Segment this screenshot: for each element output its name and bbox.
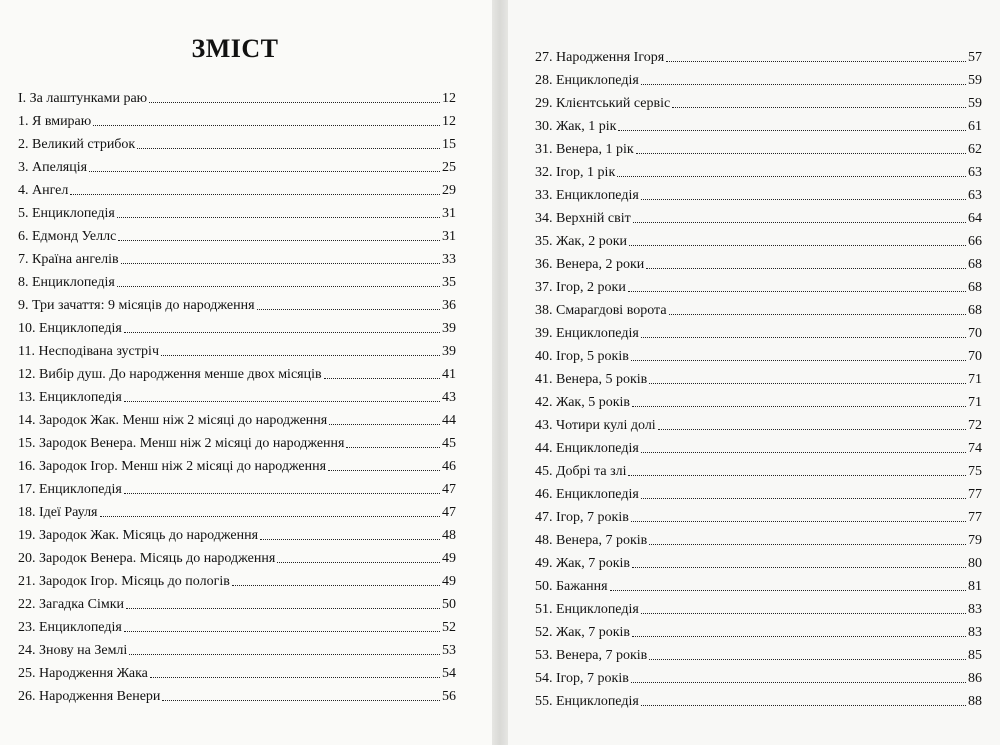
toc-entry-page-number: 43 <box>442 390 456 405</box>
toc-entry <box>535 388 982 411</box>
toc-entry-page-number: 52 <box>442 620 456 635</box>
toc-entry-page-number: 35 <box>442 275 456 290</box>
toc-entry-page-number: 59 <box>968 73 982 88</box>
toc-entry-title: 10. Енциклопедія <box>18 321 122 336</box>
toc-entry-page-number: 63 <box>968 165 982 180</box>
toc-entry <box>535 135 982 158</box>
toc-entry-page-number: 50 <box>442 597 456 612</box>
toc-entry-page-number: 45 <box>442 436 456 451</box>
toc-entry-title: 1. Я вмираю <box>18 114 92 129</box>
toc-list-left <box>18 84 456 705</box>
dot-leader <box>117 286 440 287</box>
toc-entry <box>535 411 982 434</box>
dot-leader <box>633 222 966 223</box>
toc-entry <box>535 250 982 273</box>
toc-entry-title: 52. Жак, 7 років <box>535 625 631 640</box>
toc-entry-title: 2. Великий стрибок <box>18 137 136 152</box>
toc-entry-page-number: 68 <box>968 303 982 318</box>
toc-entry-title: 5. Енциклопедія <box>18 206 115 221</box>
toc-entry-title: 35. Жак, 2 роки <box>535 234 628 249</box>
dot-leader <box>641 452 966 453</box>
toc-entry <box>535 43 982 66</box>
dot-leader <box>632 567 966 568</box>
book-gutter <box>492 0 508 745</box>
toc-entry-title: 33. Енциклопедія <box>535 188 639 203</box>
toc-entry <box>535 503 982 526</box>
toc-entry-page-number: 81 <box>968 579 982 594</box>
toc-entry <box>535 342 982 365</box>
toc-entry-page-number: 56 <box>442 689 456 704</box>
dot-leader <box>628 475 966 476</box>
toc-entry-page-number: 64 <box>968 211 982 226</box>
dot-leader <box>636 153 966 154</box>
toc-entry-title: 22. Загадка Сімки <box>18 597 124 612</box>
dot-leader <box>649 659 966 660</box>
toc-entry-title: 16. Зародок Ігор. Менш ніж 2 місяці до народження <box>18 459 327 474</box>
toc-entry <box>535 526 982 549</box>
toc-entry-page-number: 70 <box>968 326 982 341</box>
toc-entry-page-number: 61 <box>968 119 982 134</box>
toc-entry <box>535 457 982 480</box>
toc-entry-page-number: 47 <box>442 482 456 497</box>
toc-entry-page-number: 48 <box>442 528 456 543</box>
toc-entry-title: 15. Зародок Венера. Менш ніж 2 місяці до народження <box>18 436 345 451</box>
dot-leader <box>641 613 966 614</box>
dot-leader <box>100 516 441 517</box>
toc-entry-title: 24. Знову на Землі <box>18 643 128 658</box>
toc-entry-page-number: 49 <box>442 574 456 589</box>
toc-entry-page-number: 12 <box>442 91 456 106</box>
toc-entry <box>535 296 982 319</box>
toc-entry-page-number: 36 <box>442 298 456 313</box>
toc-entry <box>535 319 982 342</box>
toc-entry-title: 37. Ігор, 2 роки <box>535 280 626 295</box>
toc-entry-page-number: 31 <box>442 206 456 221</box>
toc-entry-title: 13. Енциклопедія <box>18 390 122 405</box>
toc-entry <box>18 199 456 222</box>
toc-entry <box>18 107 456 130</box>
toc-entry-page-number: 88 <box>968 694 982 709</box>
toc-entry-title: 55. Енциклопедія <box>535 694 639 709</box>
dot-leader <box>632 406 966 407</box>
dot-leader <box>631 360 966 361</box>
dot-leader <box>93 125 440 126</box>
toc-entry <box>18 337 456 360</box>
toc-entry <box>18 452 456 475</box>
dot-leader <box>658 429 966 430</box>
toc-entry <box>18 360 456 383</box>
toc-entry <box>18 498 456 521</box>
dot-leader <box>277 562 440 563</box>
toc-entry <box>18 682 456 705</box>
toc-entry <box>535 89 982 112</box>
toc-entry-page-number: 59 <box>968 96 982 111</box>
dot-leader <box>641 498 966 499</box>
toc-entry <box>18 383 456 406</box>
toc-entry-page-number: 77 <box>968 510 982 525</box>
toc-entry-page-number: 25 <box>442 160 456 175</box>
toc-entry-title: 49. Жак, 7 років <box>535 556 631 571</box>
dot-leader <box>646 268 966 269</box>
dot-leader <box>260 539 440 540</box>
toc-entry <box>18 153 456 176</box>
toc-entry <box>18 268 456 291</box>
toc-entry-page-number: 44 <box>442 413 456 428</box>
dot-leader <box>257 309 440 310</box>
toc-entry <box>18 222 456 245</box>
dot-leader <box>124 631 440 632</box>
toc-entry-page-number: 53 <box>442 643 456 658</box>
toc-entry-page-number: 46 <box>442 459 456 474</box>
dot-leader <box>329 424 440 425</box>
toc-entry-page-number: 74 <box>968 441 982 456</box>
toc-entry-page-number: 85 <box>968 648 982 663</box>
toc-entry <box>535 227 982 250</box>
dot-leader <box>328 470 440 471</box>
toc-entry-page-number: 71 <box>968 395 982 410</box>
toc-entry <box>18 636 456 659</box>
toc-entry-page-number: 57 <box>968 50 982 65</box>
dot-leader <box>641 199 966 200</box>
toc-entry <box>18 544 456 567</box>
toc-entry <box>535 641 982 664</box>
dot-leader <box>629 245 966 246</box>
toc-entry <box>535 66 982 89</box>
dot-leader <box>149 102 440 103</box>
toc-entry-title: 9. Три зачаття: 9 місяців до народження <box>18 298 255 313</box>
toc-entry-page-number: 71 <box>968 372 982 387</box>
dot-leader <box>641 337 966 338</box>
dot-leader <box>649 383 966 384</box>
dot-leader <box>666 61 966 62</box>
toc-entry-title: 48. Венера, 7 років <box>535 533 648 548</box>
dot-leader <box>118 240 440 241</box>
dot-leader <box>232 585 440 586</box>
toc-entry-page-number: 80 <box>968 556 982 571</box>
toc-entry <box>535 204 982 227</box>
toc-entry <box>18 291 456 314</box>
dot-leader <box>628 291 966 292</box>
toc-entry-page-number: 70 <box>968 349 982 364</box>
toc-entry-title: 11. Несподівана зустріч <box>18 344 159 359</box>
toc-entry-title: 50. Бажання <box>535 579 608 594</box>
toc-entry <box>18 590 456 613</box>
toc-entry <box>18 521 456 544</box>
dot-leader <box>124 493 440 494</box>
dot-leader <box>124 332 440 333</box>
dot-leader <box>672 107 966 108</box>
toc-entry-title: 34. Верхній світ <box>535 211 631 226</box>
dot-leader <box>121 263 440 264</box>
toc-entry-title: 26. Народження Венери <box>18 689 161 704</box>
toc-entry-title: 39. Енциклопедія <box>535 326 639 341</box>
toc-entry-title: І. За лаштунками раю <box>18 91 148 106</box>
toc-entry <box>535 664 982 687</box>
dot-leader <box>117 217 440 218</box>
toc-entry-page-number: 15 <box>442 137 456 152</box>
toc-entry-title: 21. Зародок Ігор. Місяць до пологів <box>18 574 230 589</box>
dot-leader <box>137 148 440 149</box>
dot-leader <box>161 355 440 356</box>
toc-entry-title: 43. Чотири кулі долі <box>535 418 656 433</box>
toc-entry-title: 12. Вибір душ. До народження менше двох місяців <box>18 367 322 382</box>
toc-entry-page-number: 29 <box>442 183 456 198</box>
toc-entry-title: 53. Венера, 7 років <box>535 648 648 663</box>
toc-entry-page-number: 72 <box>968 418 982 433</box>
toc-entry-title: 25. Народження Жака <box>18 666 148 681</box>
toc-entry-title: 40. Ігор, 5 років <box>535 349 629 364</box>
toc-entry <box>535 480 982 503</box>
toc-entry-title: 29. Клієнтський сервіс <box>535 96 671 111</box>
dot-leader <box>618 130 966 131</box>
toc-entry-page-number: 77 <box>968 487 982 502</box>
toc-entry-title: 44. Енциклопедія <box>535 441 639 456</box>
toc-entry <box>18 176 456 199</box>
toc-entry-title: 14. Зародок Жак. Менш ніж 2 місяці до народження <box>18 413 328 428</box>
toc-entry-page-number: 83 <box>968 602 982 617</box>
dot-leader <box>669 314 966 315</box>
toc-entry-title: 19. Зародок Жак. Місяць до народження <box>18 528 259 543</box>
toc-entry <box>535 112 982 135</box>
dot-leader <box>649 544 966 545</box>
toc-entry-title: 47. Ігор, 7 років <box>535 510 629 525</box>
toc-entry-page-number: 63 <box>968 188 982 203</box>
toc-entry <box>18 659 456 682</box>
toc-entry <box>535 434 982 457</box>
toc-entry-page-number: 83 <box>968 625 982 640</box>
toc-entry-title: 4. Ангел <box>18 183 69 198</box>
toc-entry <box>18 475 456 498</box>
toc-entry <box>535 181 982 204</box>
toc-entry <box>18 314 456 337</box>
toc-entry <box>535 572 982 595</box>
toc-entry <box>535 595 982 618</box>
dot-leader <box>70 194 440 195</box>
toc-entry-title: 38. Смарагдові ворота <box>535 303 667 318</box>
toc-entry-title: 23. Енциклопедія <box>18 620 122 635</box>
toc-entry-page-number: 75 <box>968 464 982 479</box>
toc-entry-page-number: 49 <box>442 551 456 566</box>
toc-entry <box>535 618 982 641</box>
dot-leader <box>641 705 966 706</box>
toc-entry-title: 7. Країна ангелів <box>18 252 119 267</box>
toc-entry-title: 51. Енциклопедія <box>535 602 639 617</box>
toc-entry-title: 42. Жак, 5 років <box>535 395 631 410</box>
toc-entry-page-number: 12 <box>442 114 456 129</box>
toc-entry-title: 20. Зародок Венера. Місяць до народження <box>18 551 276 566</box>
toc-entry-page-number: 62 <box>968 142 982 157</box>
toc-entry-page-number: 54 <box>442 666 456 681</box>
dot-leader <box>346 447 440 448</box>
toc-entry <box>535 273 982 296</box>
toc-entry <box>18 613 456 636</box>
toc-entry <box>535 549 982 572</box>
toc-entry <box>18 406 456 429</box>
dot-leader <box>129 654 440 655</box>
toc-entry-page-number: 41 <box>442 367 456 382</box>
toc-entry-title: 8. Енциклопедія <box>18 275 115 290</box>
toc-entry-title: 6. Едмонд Уеллс <box>18 229 117 244</box>
dot-leader <box>631 682 966 683</box>
toc-entry <box>535 158 982 181</box>
toc-entry-title: 30. Жак, 1 рік <box>535 119 617 134</box>
dot-leader <box>617 176 966 177</box>
dot-leader <box>89 171 440 172</box>
dot-leader <box>610 590 966 591</box>
dot-leader <box>124 401 440 402</box>
dot-leader <box>632 636 966 637</box>
toc-entry-title: 36. Венера, 2 роки <box>535 257 645 272</box>
dot-leader <box>162 700 440 701</box>
toc-entry-page-number: 47 <box>442 505 456 520</box>
toc-entry-title: 45. Добрі та злі <box>535 464 627 479</box>
toc-entry-page-number: 33 <box>442 252 456 267</box>
toc-entry <box>535 365 982 388</box>
toc-entry-title: 18. Ідеї Рауля <box>18 505 98 520</box>
toc-entry <box>535 687 982 710</box>
toc-entry-page-number: 31 <box>442 229 456 244</box>
toc-entry-page-number: 39 <box>442 344 456 359</box>
dot-leader <box>324 378 440 379</box>
toc-entry-page-number: 79 <box>968 533 982 548</box>
toc-list-right <box>535 43 982 710</box>
toc-entry-title: 17. Енциклопедія <box>18 482 122 497</box>
toc-entry-title: 54. Ігор, 7 років <box>535 671 629 686</box>
dot-leader <box>631 521 966 522</box>
toc-entry <box>18 84 456 107</box>
toc-entry-title: 41. Венера, 5 років <box>535 372 648 387</box>
dot-leader <box>126 608 440 609</box>
toc-entry-page-number: 86 <box>968 671 982 686</box>
dot-leader <box>150 677 440 678</box>
toc-entry <box>18 429 456 452</box>
toc-entry-title: 27. Народження Ігоря <box>535 50 665 65</box>
toc-entry-page-number: 68 <box>968 257 982 272</box>
toc-entry <box>18 130 456 153</box>
toc-entry-title: 32. Ігор, 1 рік <box>535 165 616 180</box>
toc-entry-title: 46. Енциклопедія <box>535 487 639 502</box>
toc-entry-page-number: 39 <box>442 321 456 336</box>
dot-leader <box>641 84 966 85</box>
toc-entry-title: 28. Енциклопедія <box>535 73 639 88</box>
toc-entry-page-number: 66 <box>968 234 982 249</box>
toc-entry-title: 3. Апеляція <box>18 160 88 175</box>
toc-entry-title: 31. Венера, 1 рік <box>535 142 634 157</box>
page-title: ЗМІСТ <box>191 34 279 63</box>
toc-entry <box>18 245 456 268</box>
toc-entry <box>18 567 456 590</box>
toc-entry-page-number: 68 <box>968 280 982 295</box>
